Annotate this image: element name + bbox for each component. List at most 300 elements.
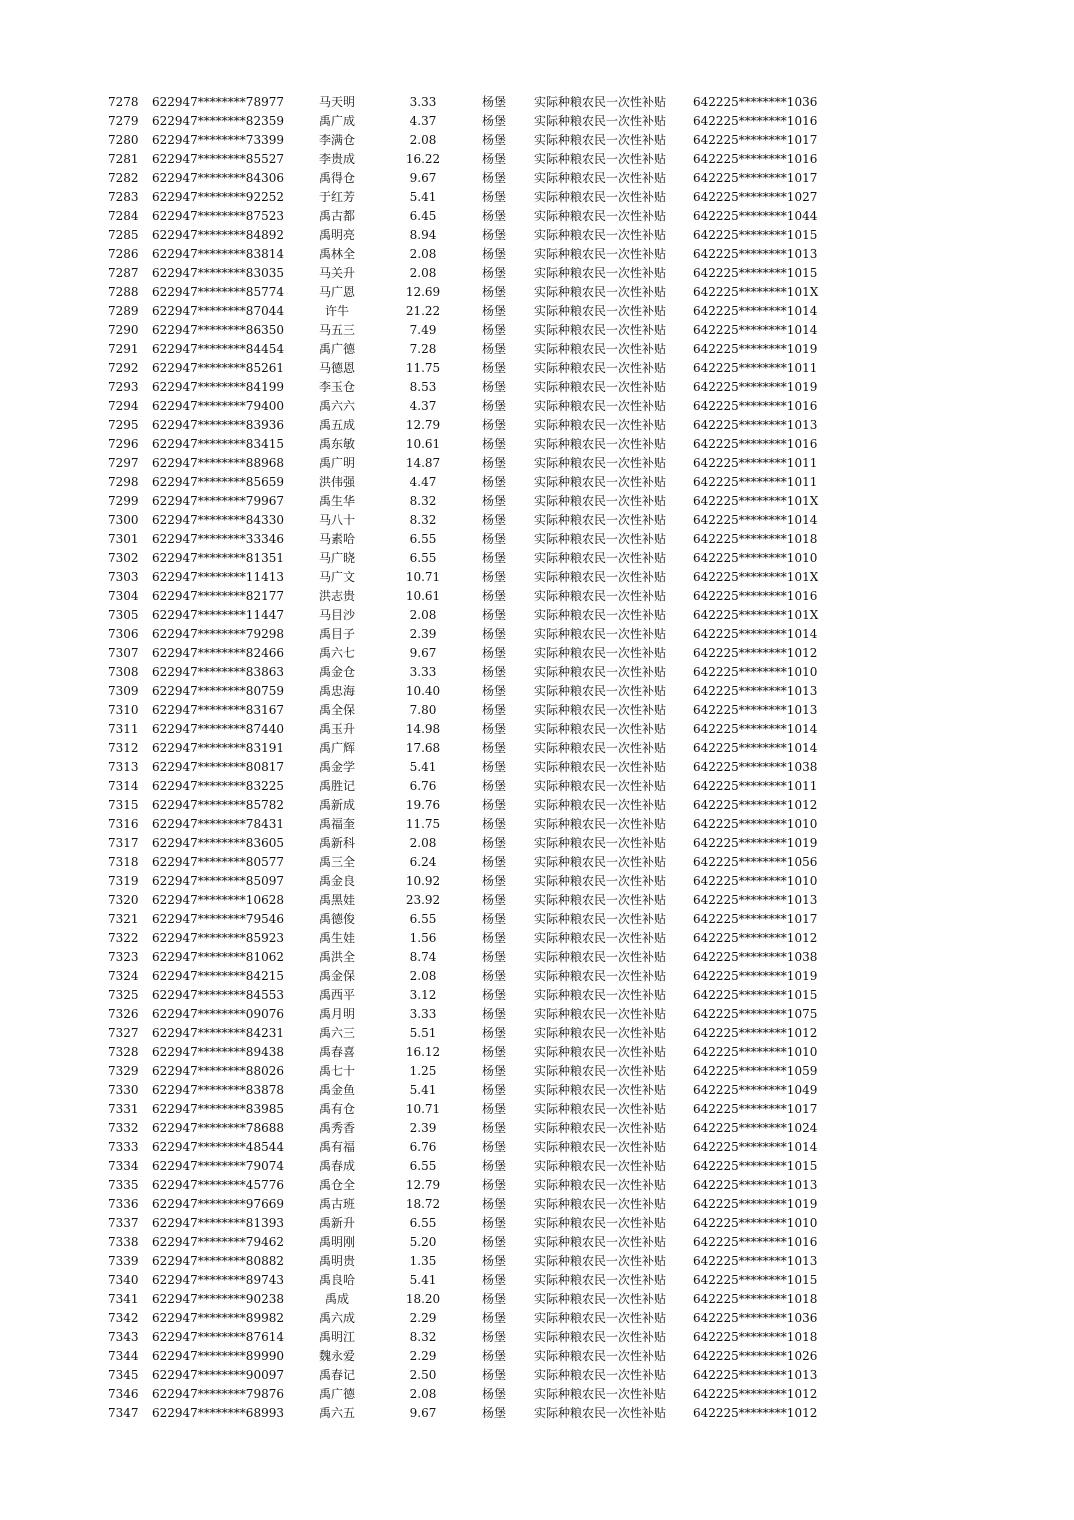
township: 杨堡 xyxy=(482,1292,507,1306)
subsidy-amount: 14.98 xyxy=(405,722,441,736)
account-number: 622947********85261 xyxy=(152,361,284,375)
recipient-name: 禹广德 xyxy=(318,1387,355,1401)
account-number: 622947********81062 xyxy=(152,950,284,964)
table-row xyxy=(0,1366,1074,1385)
subsidy-item: 实际种粮农民一次性补贴 xyxy=(534,1121,667,1135)
subsidy-item: 实际种粮农民一次性补贴 xyxy=(534,209,667,223)
subsidy-item: 实际种粮农民一次性补贴 xyxy=(534,855,667,869)
recipient-name: 于红芳 xyxy=(318,190,355,204)
row-number: 7334 xyxy=(108,1159,139,1173)
subsidy-amount: 2.39 xyxy=(409,627,437,641)
id-number: 642225********1019 xyxy=(693,380,818,394)
account-number: 622947********45776 xyxy=(152,1178,284,1192)
recipient-name: 马关升 xyxy=(318,266,355,280)
subsidy-item: 实际种粮农民一次性补贴 xyxy=(534,627,667,641)
id-number: 642225********1024 xyxy=(693,1121,818,1135)
subsidy-amount: 6.55 xyxy=(409,551,437,565)
id-number: 642225********1049 xyxy=(693,1083,818,1097)
subsidy-amount: 5.51 xyxy=(409,1026,437,1040)
township: 杨堡 xyxy=(482,1254,507,1268)
subsidy-amount: 8.32 xyxy=(409,494,437,508)
account-number: 622947********80759 xyxy=(152,684,284,698)
township: 杨堡 xyxy=(482,1102,507,1116)
subsidy-item: 实际种粮农民一次性补贴 xyxy=(534,1045,667,1059)
account-number: 622947********78431 xyxy=(152,817,284,831)
recipient-name: 禹玉升 xyxy=(318,722,355,736)
recipient-name: 李贵成 xyxy=(318,152,355,166)
recipient-name: 马广文 xyxy=(318,570,355,584)
subsidy-amount: 18.20 xyxy=(405,1292,441,1306)
id-number: 642225********1011 xyxy=(693,456,818,470)
account-number: 622947********89982 xyxy=(152,1311,284,1325)
recipient-name: 禹忠海 xyxy=(318,684,355,698)
row-number: 7319 xyxy=(108,874,139,888)
row-number: 7302 xyxy=(108,551,139,565)
township: 杨堡 xyxy=(482,551,507,565)
table-row xyxy=(0,720,1074,739)
township: 杨堡 xyxy=(482,1083,507,1097)
subsidy-item: 实际种粮农民一次性补贴 xyxy=(534,1349,667,1363)
township: 杨堡 xyxy=(482,114,507,128)
recipient-name: 马八十 xyxy=(318,513,355,527)
subsidy-amount: 5.41 xyxy=(409,190,437,204)
account-number: 622947********09076 xyxy=(152,1007,284,1021)
recipient-name: 禹广明 xyxy=(318,456,355,470)
subsidy-amount: 1.35 xyxy=(409,1254,437,1268)
recipient-name: 禹有仓 xyxy=(318,1102,355,1116)
id-number: 642225********1012 xyxy=(693,1406,818,1420)
table-row xyxy=(0,302,1074,321)
subsidy-amount: 6.76 xyxy=(409,779,437,793)
recipient-name: 禹洪全 xyxy=(318,950,355,964)
township: 杨堡 xyxy=(482,342,507,356)
row-number: 7280 xyxy=(108,133,139,147)
row-number: 7347 xyxy=(108,1406,139,1420)
subsidy-amount: 21.22 xyxy=(405,304,441,318)
subsidy-item: 实际种粮农民一次性补贴 xyxy=(534,665,667,679)
subsidy-amount: 9.67 xyxy=(409,1406,437,1420)
table-row xyxy=(0,188,1074,207)
township: 杨堡 xyxy=(482,437,507,451)
table-row xyxy=(0,378,1074,397)
row-number: 7291 xyxy=(108,342,139,356)
table-row xyxy=(0,967,1074,986)
id-number: 642225********1012 xyxy=(693,1387,818,1401)
table-row xyxy=(0,511,1074,530)
table-row xyxy=(0,1385,1074,1404)
id-number: 642225********1011 xyxy=(693,361,818,375)
recipient-name: 禹生华 xyxy=(318,494,355,508)
row-number: 7335 xyxy=(108,1178,139,1192)
township: 杨堡 xyxy=(482,912,507,926)
account-number: 622947********86350 xyxy=(152,323,284,337)
table-row xyxy=(0,321,1074,340)
id-number: 642225********1013 xyxy=(693,1178,818,1192)
township: 杨堡 xyxy=(482,931,507,945)
table-row xyxy=(0,1271,1074,1290)
account-number: 622947********83985 xyxy=(152,1102,284,1116)
id-number: 642225********1013 xyxy=(693,247,818,261)
subsidy-item: 实际种粮农民一次性补贴 xyxy=(534,589,667,603)
id-number: 642225********1018 xyxy=(693,1292,818,1306)
account-number: 622947********88026 xyxy=(152,1064,284,1078)
recipient-name: 禹金保 xyxy=(318,969,355,983)
id-number: 642225********1018 xyxy=(693,532,818,546)
row-number: 7300 xyxy=(108,513,139,527)
subsidy-item: 实际种粮农民一次性补贴 xyxy=(534,475,667,489)
subsidy-item: 实际种粮农民一次性补贴 xyxy=(534,817,667,831)
table-row xyxy=(0,397,1074,416)
account-number: 622947********88968 xyxy=(152,456,284,470)
subsidy-amount: 7.28 xyxy=(409,342,437,356)
row-number: 7341 xyxy=(108,1292,139,1306)
id-number: 642225********1017 xyxy=(693,1102,818,1116)
id-number: 642225********1015 xyxy=(693,988,818,1002)
account-number: 622947********83814 xyxy=(152,247,284,261)
account-number: 622947********78688 xyxy=(152,1121,284,1135)
table-row xyxy=(0,872,1074,891)
row-number: 7344 xyxy=(108,1349,139,1363)
recipient-name: 禹有福 xyxy=(318,1140,355,1154)
account-number: 622947********82177 xyxy=(152,589,284,603)
row-number: 7288 xyxy=(108,285,139,299)
row-number: 7287 xyxy=(108,266,139,280)
row-number: 7281 xyxy=(108,152,139,166)
row-number: 7279 xyxy=(108,114,139,128)
table-row xyxy=(0,777,1074,796)
id-number: 642225********1038 xyxy=(693,950,818,964)
subsidy-item: 实际种粮农民一次性补贴 xyxy=(534,608,667,622)
id-number: 642225********1018 xyxy=(693,1330,818,1344)
recipient-name: 禹广成 xyxy=(318,114,355,128)
township: 杨堡 xyxy=(482,684,507,698)
subsidy-item: 实际种粮农民一次性补贴 xyxy=(534,114,667,128)
row-number: 7297 xyxy=(108,456,139,470)
id-number: 642225********1013 xyxy=(693,418,818,432)
id-number: 642225********1015 xyxy=(693,1273,818,1287)
table-row xyxy=(0,1100,1074,1119)
township: 杨堡 xyxy=(482,1121,507,1135)
account-number: 622947********10628 xyxy=(152,893,284,907)
subsidy-item: 实际种粮农民一次性补贴 xyxy=(534,836,667,850)
row-number: 7289 xyxy=(108,304,139,318)
account-number: 622947********84199 xyxy=(152,380,284,394)
subsidy-amount: 6.55 xyxy=(409,912,437,926)
subsidy-item: 实际种粮农民一次性补贴 xyxy=(534,1254,667,1268)
subsidy-amount: 10.61 xyxy=(405,589,441,603)
table-row xyxy=(0,131,1074,150)
subsidy-item: 实际种粮农民一次性补贴 xyxy=(534,570,667,584)
account-number: 622947********83863 xyxy=(152,665,284,679)
recipient-name: 马广晓 xyxy=(318,551,355,565)
row-number: 7324 xyxy=(108,969,139,983)
recipient-name: 禹古班 xyxy=(318,1197,355,1211)
subsidy-amount: 1.56 xyxy=(409,931,437,945)
subsidy-item: 实际种粮农民一次性补贴 xyxy=(534,152,667,166)
township: 杨堡 xyxy=(482,247,507,261)
township: 杨堡 xyxy=(482,456,507,470)
account-number: 622947********79967 xyxy=(152,494,284,508)
id-number: 642225********1016 xyxy=(693,437,818,451)
id-number: 642225********1014 xyxy=(693,741,818,755)
township: 杨堡 xyxy=(482,1064,507,1078)
account-number: 622947********83415 xyxy=(152,437,284,451)
recipient-name: 禹新成 xyxy=(318,798,355,812)
township: 杨堡 xyxy=(482,665,507,679)
recipient-name: 禹三全 xyxy=(318,855,355,869)
subsidy-item: 实际种粮农民一次性补贴 xyxy=(534,893,667,907)
subsidy-item: 实际种粮农民一次性补贴 xyxy=(534,399,667,413)
subsidy-amount: 10.71 xyxy=(405,570,441,584)
id-number: 642225********1036 xyxy=(693,1311,818,1325)
subsidy-item: 实际种粮农民一次性补贴 xyxy=(534,722,667,736)
row-number: 7312 xyxy=(108,741,139,755)
row-number: 7329 xyxy=(108,1064,139,1078)
subsidy-amount: 6.45 xyxy=(409,209,437,223)
subsidy-item: 实际种粮农民一次性补贴 xyxy=(534,1368,667,1382)
account-number: 622947********80882 xyxy=(152,1254,284,1268)
subsidy-amount: 12.69 xyxy=(405,285,441,299)
account-number: 622947********11413 xyxy=(152,570,284,584)
id-number: 642225********101X xyxy=(693,570,819,584)
recipient-name: 禹西平 xyxy=(318,988,355,1002)
subsidy-amount: 5.41 xyxy=(409,1273,437,1287)
subsidy-item: 实际种粮农民一次性补贴 xyxy=(534,1273,667,1287)
subsidy-amount: 18.72 xyxy=(405,1197,441,1211)
account-number: 622947********82359 xyxy=(152,114,284,128)
table-row xyxy=(0,473,1074,492)
recipient-name: 洪伟强 xyxy=(318,475,355,489)
table-row xyxy=(0,1081,1074,1100)
row-number: 7283 xyxy=(108,190,139,204)
account-number: 622947********81393 xyxy=(152,1216,284,1230)
subsidy-amount: 4.47 xyxy=(409,475,437,489)
row-number: 7301 xyxy=(108,532,139,546)
row-number: 7294 xyxy=(108,399,139,413)
township: 杨堡 xyxy=(482,893,507,907)
subsidy-amount: 10.40 xyxy=(405,684,441,698)
subsidy-item: 实际种粮农民一次性补贴 xyxy=(534,1159,667,1173)
subsidy-amount: 3.33 xyxy=(409,95,437,109)
table-row xyxy=(0,1062,1074,1081)
subsidy-item: 实际种粮农民一次性补贴 xyxy=(534,380,667,394)
table-row xyxy=(0,112,1074,131)
account-number: 622947********79546 xyxy=(152,912,284,926)
subsidy-item: 实际种粮农民一次性补贴 xyxy=(534,1102,667,1116)
township: 杨堡 xyxy=(482,608,507,622)
subsidy-amount: 7.49 xyxy=(409,323,437,337)
table-row xyxy=(0,1290,1074,1309)
account-number: 622947********85097 xyxy=(152,874,284,888)
account-number: 622947********84330 xyxy=(152,513,284,527)
township: 杨堡 xyxy=(482,1007,507,1021)
recipient-name: 李满仓 xyxy=(318,133,355,147)
id-number: 642225********1010 xyxy=(693,1045,818,1059)
subsidy-item: 实际种粮农民一次性补贴 xyxy=(534,874,667,888)
account-number: 622947********92252 xyxy=(152,190,284,204)
table-row xyxy=(0,568,1074,587)
row-number: 7321 xyxy=(108,912,139,926)
account-number: 622947********90238 xyxy=(152,1292,284,1306)
table-row xyxy=(0,758,1074,777)
table-row xyxy=(0,587,1074,606)
table-row xyxy=(0,150,1074,169)
row-number: 7303 xyxy=(108,570,139,584)
recipient-name: 禹广德 xyxy=(318,342,355,356)
recipient-name: 禹春成 xyxy=(318,1159,355,1173)
row-number: 7309 xyxy=(108,684,139,698)
id-number: 642225********1019 xyxy=(693,1197,818,1211)
subsidy-amount: 6.55 xyxy=(409,1159,437,1173)
id-number: 642225********1014 xyxy=(693,1140,818,1154)
recipient-name: 魏永爱 xyxy=(318,1349,355,1363)
subsidy-item: 实际种粮农民一次性补贴 xyxy=(534,266,667,280)
subsidy-item: 实际种粮农民一次性补贴 xyxy=(534,1140,667,1154)
subsidy-item: 实际种粮农民一次性补贴 xyxy=(534,988,667,1002)
recipient-name: 马五三 xyxy=(318,323,355,337)
table-row xyxy=(0,625,1074,644)
township: 杨堡 xyxy=(482,1273,507,1287)
recipient-name: 禹胜记 xyxy=(318,779,355,793)
township: 杨堡 xyxy=(482,95,507,109)
row-number: 7343 xyxy=(108,1330,139,1344)
table-row xyxy=(0,283,1074,302)
row-number: 7308 xyxy=(108,665,139,679)
table-row xyxy=(0,1404,1074,1423)
id-number: 642225********1015 xyxy=(693,266,818,280)
subsidy-amount: 6.76 xyxy=(409,1140,437,1154)
account-number: 622947********89743 xyxy=(152,1273,284,1287)
township: 杨堡 xyxy=(482,779,507,793)
row-number: 7307 xyxy=(108,646,139,660)
table-row xyxy=(0,1233,1074,1252)
account-number: 622947********79462 xyxy=(152,1235,284,1249)
township: 杨堡 xyxy=(482,494,507,508)
subsidy-amount: 23.92 xyxy=(405,893,441,907)
id-number: 642225********1017 xyxy=(693,133,818,147)
row-number: 7318 xyxy=(108,855,139,869)
account-number: 622947********79876 xyxy=(152,1387,284,1401)
subsidy-amount: 14.87 xyxy=(405,456,441,470)
account-number: 622947********81351 xyxy=(152,551,284,565)
id-number: 642225********1038 xyxy=(693,760,818,774)
account-number: 622947********78977 xyxy=(152,95,284,109)
row-number: 7310 xyxy=(108,703,139,717)
recipient-name: 马德恩 xyxy=(318,361,355,375)
id-number: 642225********1016 xyxy=(693,114,818,128)
recipient-name: 禹目子 xyxy=(318,627,355,641)
table-row xyxy=(0,606,1074,625)
table-row xyxy=(0,1309,1074,1328)
id-number: 642225********1011 xyxy=(693,475,818,489)
row-number: 7284 xyxy=(108,209,139,223)
subsidy-item: 实际种粮农民一次性补贴 xyxy=(534,798,667,812)
subsidy-amount: 11.75 xyxy=(405,361,441,375)
subsidy-item: 实际种粮农民一次性补贴 xyxy=(534,646,667,660)
id-number: 642225********1019 xyxy=(693,836,818,850)
account-number: 622947********48544 xyxy=(152,1140,284,1154)
township: 杨堡 xyxy=(482,133,507,147)
subsidy-amount: 2.08 xyxy=(409,608,437,622)
subsidy-amount: 6.55 xyxy=(409,532,437,546)
subsidy-amount: 12.79 xyxy=(405,1178,441,1192)
subsidy-amount: 10.92 xyxy=(405,874,441,888)
subsidy-item: 实际种粮农民一次性补贴 xyxy=(534,1216,667,1230)
recipient-name: 禹明刚 xyxy=(318,1235,355,1249)
row-number: 7295 xyxy=(108,418,139,432)
table-row xyxy=(0,207,1074,226)
id-number: 642225********1013 xyxy=(693,893,818,907)
township: 杨堡 xyxy=(482,760,507,774)
subsidy-amount: 2.08 xyxy=(409,836,437,850)
id-number: 642225********1012 xyxy=(693,1026,818,1040)
subsidy-item: 实际种粮农民一次性补贴 xyxy=(534,285,667,299)
id-number: 642225********1017 xyxy=(693,171,818,185)
row-number: 7278 xyxy=(108,95,139,109)
account-number: 622947********82466 xyxy=(152,646,284,660)
table-row xyxy=(0,340,1074,359)
township: 杨堡 xyxy=(482,1197,507,1211)
id-number: 642225********1016 xyxy=(693,152,818,166)
recipient-name: 禹秀香 xyxy=(318,1121,355,1135)
township: 杨堡 xyxy=(482,1216,507,1230)
recipient-name: 禹六六 xyxy=(318,399,355,413)
table-row xyxy=(0,834,1074,853)
id-number: 642225********1075 xyxy=(693,1007,818,1021)
id-number: 642225********1014 xyxy=(693,722,818,736)
subsidy-amount: 5.41 xyxy=(409,1083,437,1097)
township: 杨堡 xyxy=(482,1235,507,1249)
table-row xyxy=(0,169,1074,188)
township: 杨堡 xyxy=(482,209,507,223)
recipient-name: 禹春喜 xyxy=(318,1045,355,1059)
row-number: 7286 xyxy=(108,247,139,261)
subsidy-item: 实际种粮农民一次性补贴 xyxy=(534,703,667,717)
row-number: 7296 xyxy=(108,437,139,451)
subsidy-item: 实际种粮农民一次性补贴 xyxy=(534,1292,667,1306)
table-row xyxy=(0,245,1074,264)
township: 杨堡 xyxy=(482,627,507,641)
subsidy-item: 实际种粮农民一次性补贴 xyxy=(534,969,667,983)
account-number: 622947********84215 xyxy=(152,969,284,983)
subsidy-amount: 4.37 xyxy=(409,399,437,413)
row-number: 7282 xyxy=(108,171,139,185)
account-number: 622947********68993 xyxy=(152,1406,284,1420)
account-number: 622947********79400 xyxy=(152,399,284,413)
subsidy-amount: 17.68 xyxy=(405,741,441,755)
township: 杨堡 xyxy=(482,152,507,166)
table-row xyxy=(0,1138,1074,1157)
account-number: 622947********89438 xyxy=(152,1045,284,1059)
table-row xyxy=(0,1024,1074,1043)
id-number: 642225********1013 xyxy=(693,1254,818,1268)
township: 杨堡 xyxy=(482,589,507,603)
row-number: 7346 xyxy=(108,1387,139,1401)
subsidy-item: 实际种粮农民一次性补贴 xyxy=(534,1007,667,1021)
township: 杨堡 xyxy=(482,532,507,546)
table-row xyxy=(0,454,1074,473)
subsidy-amount: 2.29 xyxy=(409,1311,437,1325)
township: 杨堡 xyxy=(482,817,507,831)
recipient-name: 禹金仓 xyxy=(318,665,355,679)
township: 杨堡 xyxy=(482,646,507,660)
id-number: 642225********1016 xyxy=(693,399,818,413)
row-number: 7323 xyxy=(108,950,139,964)
account-number: 622947********87044 xyxy=(152,304,284,318)
subsidy-item: 实际种粮农民一次性补贴 xyxy=(534,437,667,451)
table-row xyxy=(0,359,1074,378)
subsidy-item: 实际种粮农民一次性补贴 xyxy=(534,1311,667,1325)
